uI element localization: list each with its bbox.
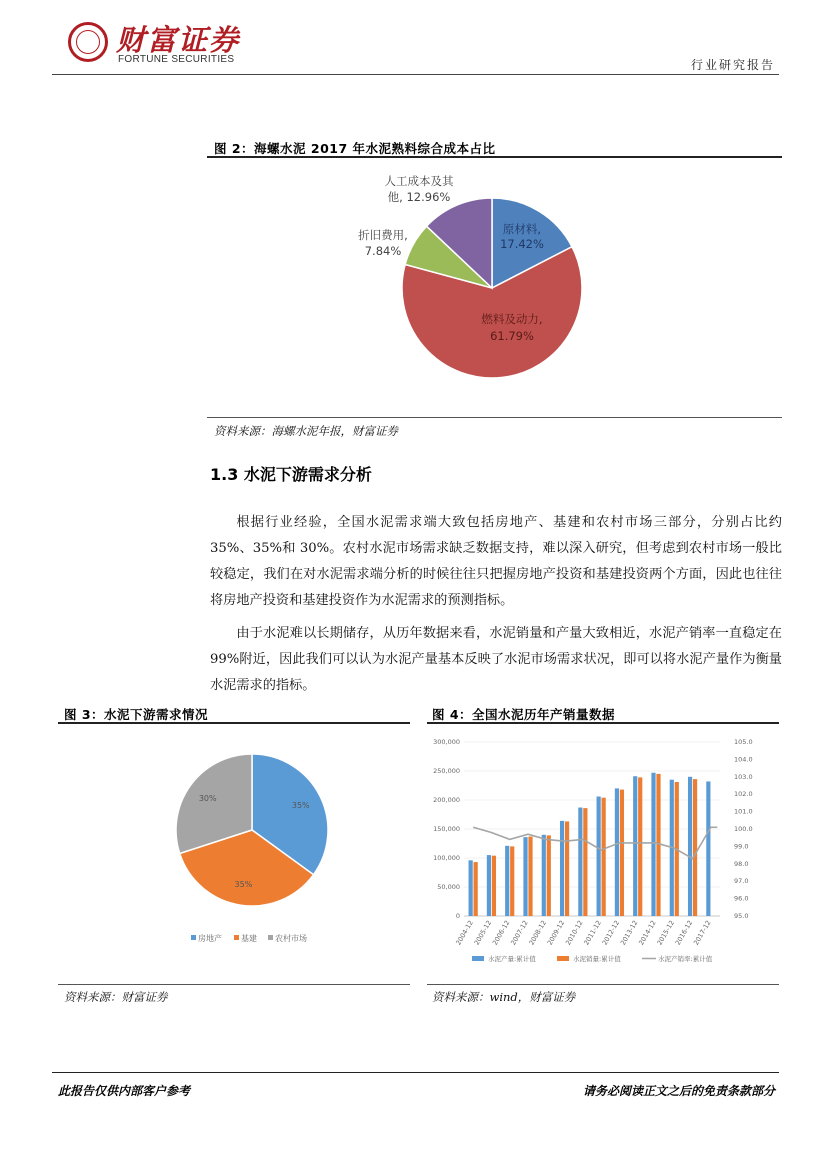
logo-emblem-icon xyxy=(68,22,108,62)
figure4-bar-1-4 xyxy=(547,835,551,916)
figure4-bar-1-2 xyxy=(510,846,514,916)
figure4-x-tick: 2011-12 xyxy=(582,919,603,947)
figure2-caption: 图 2：海螺水泥 2017 年水泥熟料综合成本占比 xyxy=(214,141,496,156)
section-heading: 1.3 水泥下游需求分析 xyxy=(210,465,372,484)
figure3-legend-label-0: 房地产 xyxy=(198,934,222,943)
figure4-left-tick: 150,000 xyxy=(433,825,460,833)
figure4-right-tick: 96.0 xyxy=(734,894,749,903)
figure4-bar-1-8 xyxy=(620,790,624,916)
figure4-x-tick: 2012-12 xyxy=(600,919,622,947)
figure4-line-0 xyxy=(473,827,717,858)
figure4-bar-0-8 xyxy=(615,788,619,916)
figure4-caption: 图 4：全国水泥历年产销量数据 xyxy=(432,707,616,722)
figure4-bar-0-13 xyxy=(706,781,710,916)
figure4-x-tick: 2006-12 xyxy=(490,919,512,947)
figure4-left-tick: 300,000 xyxy=(433,738,460,746)
logo-english: FORTUNE SECURITIES xyxy=(118,54,235,65)
figure2-label-1: 燃料及动力, xyxy=(481,312,543,326)
figure3-legend-label-1: 基建 xyxy=(241,934,257,943)
paragraph-2: 由于水泥难以长期储存，从历年数据来看，水泥销量和产量大致相近，水泥产销率一直稳定在 99%附近，因此我们可以认为水泥产量基本反映了水泥市场需求状况，即可以将水泥产量作为衡量水泥需求的指标。 xyxy=(210,626,782,693)
figure2-value-3: 他, 12.96% xyxy=(387,190,451,204)
figure4-legend-label-0: 水泥产量:累计值 xyxy=(488,955,536,963)
figure4-left-tick: 0 xyxy=(455,912,460,920)
figure4-bar-1-5 xyxy=(565,821,569,916)
figure4-right-tick: 104.0 xyxy=(734,755,753,764)
figure4-bar-0-2 xyxy=(505,846,509,916)
figure4-bar-1-7 xyxy=(602,798,606,916)
figure4-x-tick: 2010-12 xyxy=(564,919,585,947)
figure4-x-tick: 2004-12 xyxy=(454,919,475,947)
figure4-x-tick: 2007-12 xyxy=(509,919,530,947)
report-type: 行业研究报告 xyxy=(690,58,775,72)
figure3-legend-swatch-0 xyxy=(191,935,196,940)
figure3-legend-swatch-1 xyxy=(234,935,239,940)
figure4-source: 资料来源：wind，财富证券 xyxy=(432,990,576,1004)
figure2-label-0: 原材料, xyxy=(502,222,542,236)
figure4-legend-swatch-0 xyxy=(472,956,484,961)
figure4-bar-1-0 xyxy=(474,862,478,916)
figure4-right-tick: 97.0 xyxy=(734,877,749,886)
figure4-bar-0-3 xyxy=(523,837,527,916)
figure4-bar-0-12 xyxy=(688,777,692,916)
figure4-bar-1-3 xyxy=(528,837,532,916)
figure4-bar-0-6 xyxy=(578,808,582,916)
figure4-right-tick: 98.0 xyxy=(734,859,749,868)
figure2-bottom-rule xyxy=(207,417,782,418)
figure4-bar-0-1 xyxy=(487,855,491,916)
figure4-right-tick: 99.0 xyxy=(734,842,749,851)
figure4-right-tick: 103.0 xyxy=(734,772,753,781)
figure4-legend-swatch-1 xyxy=(557,956,569,961)
figure2-top-rule xyxy=(207,156,782,158)
figure3-legend-swatch-2 xyxy=(268,935,273,940)
figure3-top-rule xyxy=(58,722,410,724)
figure4-legend-label-2: 水泥产销率:累计值 xyxy=(658,955,713,963)
figure4-top-rule xyxy=(427,722,779,724)
figure4-left-tick: 50,000 xyxy=(437,883,460,891)
figure4-bar-0-7 xyxy=(597,797,601,916)
figure4-x-tick: 2014-12 xyxy=(637,919,658,947)
figure3-legend-label-2: 农村市场 xyxy=(275,934,307,943)
figure4-bar-0-5 xyxy=(560,821,564,916)
figure4-bar-1-6 xyxy=(583,808,587,916)
figure4-x-tick: 2009-12 xyxy=(545,919,567,947)
figure4-bar-1-12 xyxy=(693,779,697,916)
figure2-value-0: 17.42% xyxy=(500,237,544,251)
figure3-bottom-rule xyxy=(58,984,410,985)
figure4-bar-1-9 xyxy=(638,777,642,916)
figure4-bar-line-chart xyxy=(427,726,779,984)
figure4-right-tick: 102.0 xyxy=(734,790,753,799)
figure4-bar-0-0 xyxy=(469,860,473,916)
figure4-left-tick: 250,000 xyxy=(433,767,460,775)
footer-disclaimer-left: 此报告仅供内部客户参考 xyxy=(58,1084,191,1098)
logo-chinese: 财富证券 xyxy=(116,23,241,57)
figure2-label-3: 人工成本及其 xyxy=(384,174,454,188)
figure2-value-1: 61.79% xyxy=(490,329,534,343)
figure4-x-tick: 2015-12 xyxy=(655,919,677,947)
figure4-bar-1-1 xyxy=(492,856,496,916)
figure4-right-tick: 100.0 xyxy=(734,825,753,833)
figure3-caption: 图 3：水泥下游需求情况 xyxy=(64,707,209,722)
figure3-value-1: 35% xyxy=(234,880,253,890)
figure4-right-tick: 101.0 xyxy=(734,807,753,816)
figure3-source: 资料来源：财富证券 xyxy=(64,990,168,1004)
figure4-x-tick: 2016-12 xyxy=(673,919,695,947)
figure4-legend-label-1: 水泥销量:累计值 xyxy=(573,955,621,963)
footer-divider xyxy=(52,1072,779,1073)
figure4-x-tick: 2017-12 xyxy=(692,919,713,947)
figure2-pie-chart xyxy=(207,160,782,415)
figure4-left-tick: 100,000 xyxy=(433,854,460,862)
figure4-bar-0-9 xyxy=(633,776,637,916)
header-divider xyxy=(52,74,779,75)
figure4-bar-0-4 xyxy=(542,835,546,916)
figure4-bottom-rule xyxy=(427,984,779,985)
figure2-value-2: 7.84% xyxy=(364,244,402,258)
figure4-left-tick: 200,000 xyxy=(433,796,460,804)
figure4-right-tick: 105.0 xyxy=(734,738,753,746)
figure3-value-2: 30% xyxy=(198,793,217,803)
figure2-label-2: 折旧费用, xyxy=(358,228,408,242)
figure2-source: 资料来源：海螺水泥年报，财富证券 xyxy=(214,424,398,438)
figure4-bar-0-10 xyxy=(651,773,655,916)
figure4-x-tick: 2005-12 xyxy=(472,919,494,947)
footer-disclaimer-right: 请务必阅读正文之后的免责条款部分 xyxy=(582,1084,775,1098)
figure4-right-tick: 95.0 xyxy=(734,912,749,920)
figure4-bar-1-10 xyxy=(656,774,660,916)
figure4-x-tick: 2008-12 xyxy=(527,919,549,947)
paragraph-1: 根据行业经验，全国水泥需求端大致包括房地产、基建和农村市场三部分，分别占比约 35%、35%和 30%。农村水泥市场需求缺乏数据支持，难以深入研究，但考虑到农村市场一般比较稳定，我们在对水泥需求端分析的时候往往只把握房地产投资和基建投资两个方面，因此也往往将房地产投资和基建投资作为水泥需求的预测指标。 xyxy=(210,515,782,608)
figure3-pie-chart xyxy=(58,726,410,984)
figure3-value-0: 35% xyxy=(291,801,310,811)
figure4-x-tick: 2013-12 xyxy=(618,919,640,947)
